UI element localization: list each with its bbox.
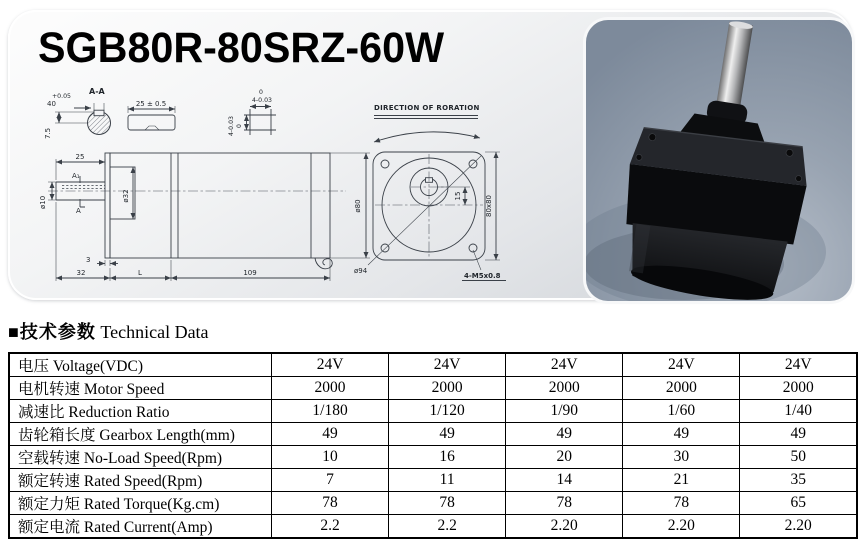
- row-label: 额定电流 Rated Current(Amp): [9, 515, 272, 539]
- row-label: 电机转速 Motor Speed: [9, 377, 272, 400]
- section-heading-en: Technical Data: [95, 322, 209, 342]
- key-tol-h: 4-0.03: [252, 97, 272, 104]
- dim-25: 25: [75, 153, 85, 161]
- cell-value: 49: [506, 423, 623, 446]
- cell-value: 20: [506, 446, 623, 469]
- row-label: 额定力矩 Rated Torque(Kg.cm): [9, 492, 272, 515]
- dim-dia32: ø32: [122, 189, 130, 203]
- cell-value: 24V: [623, 353, 740, 377]
- cell-value: 24V: [272, 353, 389, 377]
- section-heading-cn: ■技术参数: [8, 322, 96, 342]
- key-tol-v: 4-0.03: [228, 116, 235, 136]
- dim-dia94: ø94: [354, 267, 368, 275]
- cell-value: 1/90: [506, 400, 623, 423]
- row-label: 空载转速 No-Load Speed(Rpm): [9, 446, 272, 469]
- cell-value: 1/60: [623, 400, 740, 423]
- dim-25-05: 25 ± 0.5: [135, 100, 167, 108]
- cell-value: 2.20: [506, 515, 623, 539]
- key-tol-v-zero: 0: [236, 124, 243, 128]
- table-row-no-load-speed: [9, 446, 857, 469]
- key-top-view: [128, 100, 175, 130]
- cell-value: 49: [272, 423, 389, 446]
- cell-value: 49: [740, 423, 857, 446]
- cell-value: 2.20: [740, 515, 857, 539]
- section-view-aa: [44, 87, 111, 139]
- dim-l: L: [138, 269, 142, 277]
- cell-value: 78: [506, 492, 623, 515]
- dim-7-5: 7.5: [44, 127, 52, 139]
- cell-value: 16: [389, 446, 506, 469]
- technical-data-table: [8, 352, 858, 539]
- cell-value: 2000: [272, 377, 389, 400]
- cell-value: 2.20: [623, 515, 740, 539]
- dim-80x80: 80x80: [485, 195, 493, 217]
- cell-value: 2000: [506, 377, 623, 400]
- cell-value: 49: [389, 423, 506, 446]
- dim-32: 32: [76, 269, 86, 277]
- cell-value: 49: [623, 423, 740, 446]
- row-label: 齿轮箱长度 Gearbox Length(mm): [9, 423, 272, 446]
- table-row-rated-torque: [9, 492, 857, 515]
- dim-15: 15: [454, 191, 462, 201]
- table-row-motor-speed: [9, 377, 857, 400]
- cut-label-a: A: [76, 207, 81, 215]
- cell-value: 30: [623, 446, 740, 469]
- cell-value: 1/180: [272, 400, 389, 423]
- table-row-reduction-ratio: [9, 400, 857, 423]
- row-label: 电压 Voltage(VDC): [9, 353, 272, 377]
- row-label: 额定转速 Rated Speed(Rpm): [9, 469, 272, 492]
- table-row-voltage: [9, 353, 857, 377]
- cell-value: 7: [272, 469, 389, 492]
- cell-value: 78: [272, 492, 389, 515]
- cell-value: 21: [623, 469, 740, 492]
- screw-spec-label: 4-M5x0.8: [464, 272, 501, 280]
- cell-value: 1/120: [389, 400, 506, 423]
- direction-of-rotation-label: DIRECTION OF RORATION: [374, 104, 480, 112]
- cut-label-a1: A₁: [72, 172, 80, 180]
- product-title: SGB80R-80SRZ-60W: [38, 24, 445, 72]
- cell-value: 2.2: [389, 515, 506, 539]
- cell-value: 11: [389, 469, 506, 492]
- dim-40: 40: [47, 100, 56, 108]
- section-heading: [8, 318, 209, 344]
- cell-value: 78: [389, 492, 506, 515]
- cell-value: 10: [272, 446, 389, 469]
- cell-value: 1/40: [740, 400, 857, 423]
- technical-drawing: [28, 82, 578, 310]
- dim-dia10: ø10: [39, 195, 47, 209]
- section-label-aa: A-A: [89, 87, 105, 96]
- cell-value: 14: [506, 469, 623, 492]
- dim-tol-005: +0.05: [52, 93, 71, 100]
- cell-value: 65: [740, 492, 857, 515]
- cell-value: 2000: [389, 377, 506, 400]
- dim-3: 3: [86, 256, 91, 264]
- cell-value: 35: [740, 469, 857, 492]
- cell-value: 78: [623, 492, 740, 515]
- cell-value: 50: [740, 446, 857, 469]
- dim-dia80: ø80: [354, 199, 362, 213]
- key-section-view: [228, 89, 276, 136]
- product-photo: [586, 20, 852, 301]
- table-row-rated-current: [9, 515, 857, 539]
- cell-value: 2.2: [272, 515, 389, 539]
- row-label: 减速比 Reduction Ratio: [9, 400, 272, 423]
- cell-value: 2000: [740, 377, 857, 400]
- key-tol-h-zero: 0: [259, 89, 263, 96]
- cell-value: 24V: [389, 353, 506, 377]
- front-view: [354, 104, 506, 281]
- table-row-rated-speed: [9, 469, 857, 492]
- motor-photo-illustration: [586, 20, 852, 301]
- cell-value: 2000: [623, 377, 740, 400]
- table-row-gearbox-length: [9, 423, 857, 446]
- cell-value: 24V: [740, 353, 857, 377]
- cell-value: 24V: [506, 353, 623, 377]
- side-view: [39, 153, 370, 281]
- drawing-panel: [8, 10, 852, 300]
- dim-109: 109: [243, 269, 257, 277]
